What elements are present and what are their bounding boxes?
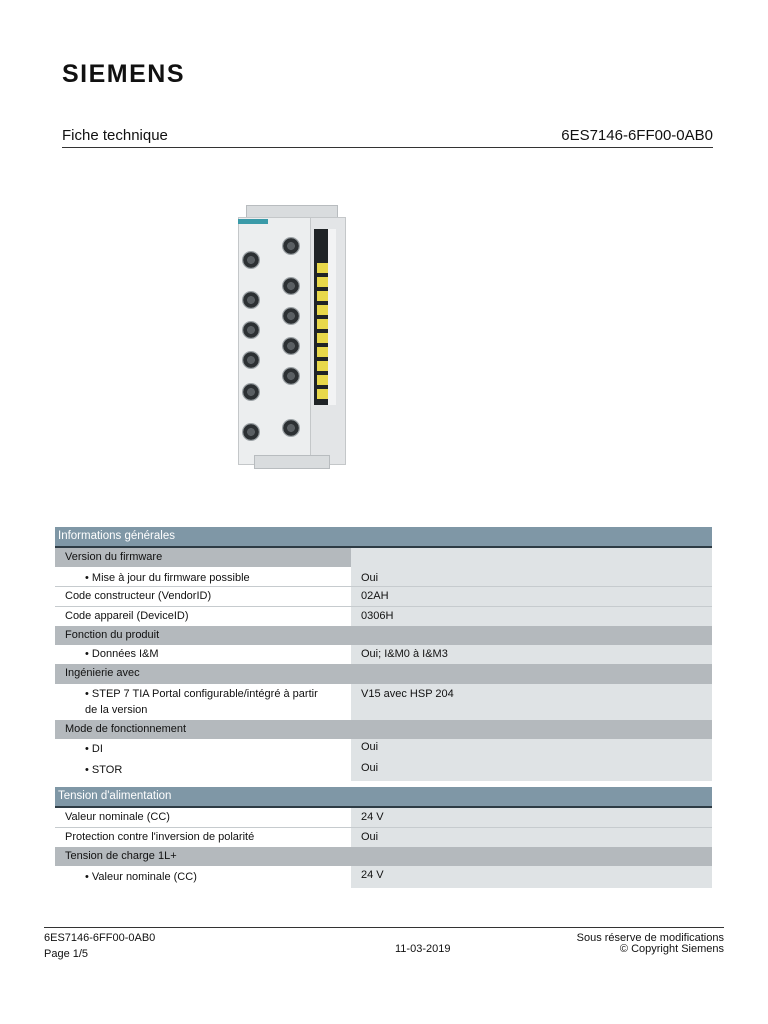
spec-key: • Données I&M [85,648,159,660]
status-led-icon [317,263,328,273]
spec-row-group [55,548,712,567]
doc-title: Fiche technique [62,127,168,144]
spec-value: Oui; I&M0 à I&M3 [361,648,448,660]
spec-row-group [55,626,712,645]
spec-key: Version du firmware [65,551,163,563]
title-bar [62,127,713,148]
spec-row [55,645,712,664]
spec-value: 24 V [361,811,384,823]
spec-row [55,607,712,626]
status-led-icon [317,319,328,329]
m12-port-icon [242,383,260,401]
section-general-info [55,527,712,781]
spec-row [55,739,712,760]
status-led-icon [317,333,328,343]
m12-port-icon [282,277,300,295]
label-strip [328,229,336,405]
footer-divider [44,927,724,928]
spec-row-group [55,664,712,684]
status-led-icon [317,291,328,301]
spec-value: 24 V [361,869,384,881]
m12-port-icon [282,337,300,355]
spec-value: Oui [361,762,379,774]
power-port-icon [242,423,260,441]
m12-port-icon [282,367,300,385]
status-led-icon [317,277,328,287]
m12-port-icon [282,307,300,325]
spec-value: 02AH [361,590,389,602]
footer-copyright: © Copyright Siemens [619,943,724,955]
spec-key: Tension de charge 1L+ [65,850,177,862]
siemens-logo: SIEMENS [62,60,186,88]
footer-date: 11-03-2019 [395,943,451,955]
spec-key: • DI [85,743,103,755]
status-led-icon [317,361,328,371]
spec-key: Ingénierie avec [65,667,140,679]
status-led-icon [317,347,328,357]
section-power-supply [55,787,712,888]
spec-key: • STOR [85,764,123,776]
m12-port-icon [242,351,260,369]
status-led-icon [317,375,328,385]
status-led-icon [317,389,328,399]
status-led-icon [317,305,328,315]
mounting-bracket-bottom [254,455,330,469]
product-image [236,205,346,467]
spec-value: Oui [361,741,379,753]
spec-row-group [55,720,712,739]
spec-value: Oui [361,572,379,584]
spec-row [55,760,712,781]
spec-key: • Mise à jour du firmware possible [85,572,250,584]
section-title: Tension d'alimentation [55,787,712,808]
spec-value: V15 avec HSP 204 [361,688,454,700]
spec-row [55,684,712,720]
spec-row [55,828,712,847]
m12-port-icon [242,321,260,339]
m12-port-icon [242,251,260,269]
spec-key: Mode de fonctionnement [65,723,187,735]
footer-notice: Sous réserve de modifications [576,932,724,944]
spec-key: • Valeur nominale (CC) [85,871,197,883]
spec-key-continued: de la version [85,704,148,716]
part-number: 6ES7146-6FF00-0AB0 [561,127,713,144]
spec-value: Oui [361,831,379,843]
spec-key: Protection contre l'inversion de polarité [65,831,255,843]
power-port-icon [282,419,300,437]
spec-row [55,808,712,828]
spec-row [55,567,712,587]
m12-port-icon [242,291,260,309]
spec-value: 0306H [361,610,394,622]
section-title: Informations générales [55,527,712,548]
spec-key: Code constructeur (VendorID) [65,590,212,602]
footer-page: Page 1/5 [44,948,89,960]
spec-row [55,866,712,888]
spec-key: Fonction du produit [65,629,160,641]
spec-key: • STEP 7 TIA Portal configurable/intégré à partir [85,688,318,700]
spec-row [55,587,712,607]
spec-key: Valeur nominale (CC) [65,811,170,823]
footer-part-number: 6ES7146-6FF00-0AB0 [44,932,156,944]
spec-key: Code appareil (DeviceID) [65,610,189,622]
brand-strip [238,219,268,224]
spec-row-group [55,847,712,866]
m12-port-icon [282,237,300,255]
